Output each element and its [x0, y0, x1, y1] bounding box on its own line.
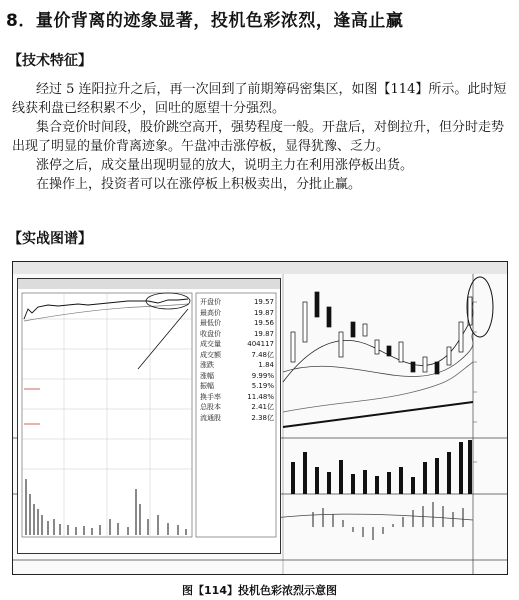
quote-value: 2.41亿 — [251, 403, 274, 411]
quote-label: 开盘价 — [200, 298, 221, 306]
quote-row — [200, 371, 274, 382]
intraday-window — [17, 278, 281, 554]
quote-value: 11.48% — [247, 392, 274, 401]
quote-label: 振幅 — [200, 382, 214, 390]
quote-value: 19.57 — [253, 298, 274, 306]
quote-row — [200, 339, 274, 350]
quote-value: 19.87 — [253, 329, 274, 338]
quote-row — [200, 360, 274, 371]
quote-row — [200, 413, 274, 424]
paragraph-1: 经过 5 连阳拉升之后，再一次回到了前期筹码密集区，如图【114】所示。此时短线获利盘已经积累不少，回吐的愿望十分强烈。 — [12, 82, 507, 116]
body-text — [12, 80, 510, 194]
quote-label: 成交量 — [200, 340, 221, 348]
quote-label: 总股本 — [200, 403, 221, 411]
quote-value: 5.19% — [251, 382, 274, 390]
chart-figure — [12, 261, 508, 575]
quote-label: 成交额 — [200, 350, 221, 359]
annotation-arrow — [138, 309, 188, 369]
quote-label: 最高价 — [200, 308, 221, 317]
quote-label: 换手率 — [200, 392, 221, 401]
quote-value: 2.38亿 — [251, 413, 274, 422]
quote-label: 涨跌 — [200, 361, 214, 369]
quote-row — [200, 308, 274, 319]
avg-price-line — [24, 304, 188, 321]
quote-label: 涨幅 — [200, 371, 214, 380]
section-title: 8．量价背离的迹象显著，投机色彩浓烈，逢高止赢 — [6, 11, 404, 31]
quote-row — [200, 318, 274, 329]
paragraph-3: 涨停之后，成交量出现明显的放大，说明主力在利用涨停板出货。 — [36, 158, 414, 173]
section-heading-features: 【技术特征】 — [8, 53, 92, 69]
intraday-titlebar — [18, 279, 280, 289]
paragraph-4: 在操作上，投资者可以在涨停板上积极卖出，分批止赢。 — [36, 177, 362, 192]
quote-value: 1.84 — [258, 361, 274, 369]
quote-value: 7.48亿 — [251, 350, 274, 359]
section-heading-chart: 【实战图谱】 — [8, 231, 92, 247]
quote-label: 最低价 — [200, 319, 221, 327]
volume-bars — [291, 440, 472, 494]
quote-value: 404117 — [247, 340, 274, 348]
quote-row — [200, 297, 274, 308]
quote-row — [200, 402, 274, 413]
ma-line — [283, 402, 473, 427]
quote-label: 收盘价 — [200, 329, 221, 338]
candles — [291, 292, 472, 374]
quote-value: 9.99% — [251, 371, 274, 380]
paragraph-2: 集合竞价时间段，股价跳空高开，强势程度一般。开盘后，对倒拉升，但分时走势出现了明显的量价背离迹象。午盘冲击涨停板，显得犹豫、乏力。 — [12, 120, 505, 154]
quote-row — [200, 350, 274, 361]
quote-value: 19.56 — [253, 319, 274, 327]
quote-row — [200, 381, 274, 392]
quote-panel — [200, 297, 274, 423]
intraday-volume — [26, 479, 186, 535]
quote-value: 19.87 — [253, 308, 274, 317]
quote-label: 流通股 — [200, 413, 221, 422]
figure-caption: 图【114】投机色彩浓烈示意图 — [182, 584, 337, 597]
highlight-circle — [146, 293, 190, 309]
chart-toolbar — [13, 262, 507, 274]
quote-row — [200, 329, 274, 340]
quote-row — [200, 392, 274, 403]
ma-line — [283, 362, 473, 412]
